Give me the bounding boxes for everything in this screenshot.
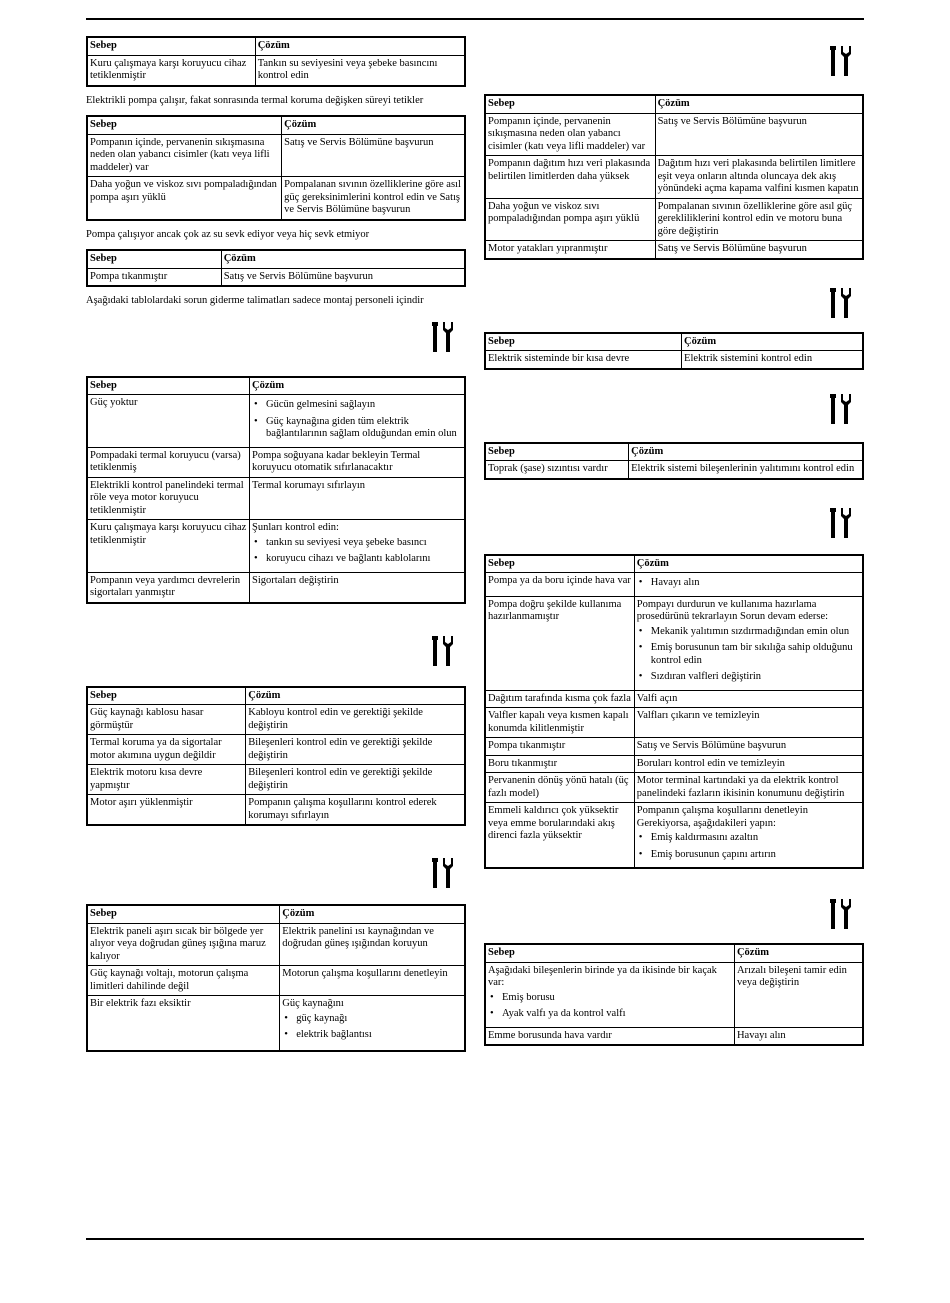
table-row — [87, 966, 465, 996]
header-solution: Çözüm — [634, 555, 863, 573]
section-text: Pompa çalışıyor ancak çok az su sevk ediyor veya hiç sevk etmiyor — [86, 228, 370, 240]
list-item: • Sızdıran valfleri değiştirin — [637, 671, 860, 684]
header-cause: Sebep — [87, 116, 282, 134]
header-solution: Çözüm — [282, 116, 465, 134]
list-item: • Gücün gelmesini sağlayın — [252, 399, 462, 412]
tools-icon — [432, 858, 454, 888]
table-row — [87, 923, 465, 966]
table-overload — [484, 94, 864, 260]
cause-cell: Motor aşırı yüklenmiştir — [87, 795, 246, 826]
cause-cell: Pervanenin dönüş yönü hatalı (üç fazlı model) — [485, 773, 634, 803]
table-low-flow — [86, 249, 466, 287]
cause-cell: Pompa doğru şekilde kullanıma hazırlanmamıştır — [485, 596, 634, 690]
table-row — [485, 461, 863, 479]
cause-cell: Güç kaynağı kablosu hasar görmüştür — [87, 705, 246, 735]
tools-icon — [830, 899, 852, 929]
solution-text: Şunları kontrol edin: — [252, 522, 339, 533]
cause-cell: Valfler kapalı veya kısmen kapalı konumda kilitlenmiştir — [485, 708, 634, 738]
header-cause: Sebep — [87, 377, 250, 395]
table-motor — [86, 686, 466, 827]
list-item: • Havayı alın — [637, 577, 860, 590]
solution-cell: Satış ve Servis Bölümüne başvurun — [221, 268, 465, 286]
solution-cell — [634, 573, 863, 597]
top-rule — [86, 18, 864, 20]
table-row — [485, 596, 863, 690]
icon-row — [86, 612, 466, 672]
tools-icon — [830, 394, 852, 424]
solution-cell: Sigortaları değiştirin — [250, 572, 465, 603]
solution-cell: Termal korumayı sıfırlayın — [250, 477, 465, 520]
table-row — [485, 803, 863, 869]
table-row — [485, 962, 863, 1027]
table-row — [485, 1027, 863, 1045]
cause-cell: Güç yoktur — [87, 395, 250, 448]
header-cause: Sebep — [87, 37, 255, 55]
cause-cell: Daha yoğun ve viskoz sıvı pompaladığından pompa aşırı yüklü — [485, 198, 655, 241]
solution-cell: Boruları kontrol edin ve temizleyin — [634, 755, 863, 773]
cause-cell: Boru tıkanmıştır — [485, 755, 634, 773]
cause-cell: Bir elektrik fazı eksiktir — [87, 996, 280, 1052]
cause-cell: Daha yoğun ve viskoz sıvı pompaladığından pompa aşırı yüklü — [87, 177, 282, 220]
solution-cell: Elektrik sistemi bileşenlerinin yalıtımını kontrol edin — [629, 461, 863, 479]
solution-cell: Satış ve Servis Bölümüne başvurun — [655, 241, 863, 259]
solution-cell: Pompanın çalışma koşullarını kontrol ederek korumayı sıfırlayın — [246, 795, 465, 826]
table-row — [485, 156, 863, 199]
solution-cell: Motor terminal kartındaki ya da elektrik kontrol panelindeki fazların ikisinin konumunu değiştirin — [634, 773, 863, 803]
tools-icon — [830, 46, 852, 76]
table-row — [87, 705, 465, 735]
cause-cell: Motor yatakları yıpranmıştır — [485, 241, 655, 259]
table-row — [485, 241, 863, 259]
solution-text: Pompanın çalışma koşullarını denetleyin Gerekiyorsa, aşağıdakileri yapın: — [636, 805, 808, 829]
table-row — [485, 738, 863, 756]
cause-cell: Elektrik sisteminde bir kısa devre — [485, 351, 682, 369]
list-item: • Mekanik yalıtımın sızdırmadığından emin olun — [637, 626, 860, 639]
solution-cell: Elektrik panelini ısı kaynağından ve doğrudan güneş ışığından koruyun — [280, 923, 465, 966]
header-cause: Sebep — [485, 95, 655, 113]
cause-cell: Emmeli kaldırıcı çok yüksektir veya emme borularındaki akış direnci fazla yüksektir — [485, 803, 634, 869]
tools-icon — [432, 636, 454, 666]
cause-cell: Pompa tıkanmıştır — [485, 738, 634, 756]
solution-cell: Bileşenleri kontrol edin ve gerektiği şekilde değiştirin — [246, 735, 465, 765]
tools-icon — [830, 508, 852, 538]
solution-cell: Valfi açın — [634, 690, 863, 708]
solution-cell: Dağıtım hızı veri plakasında belirtilen limitlere eşit veya onların altında oluncaya dek akış yönündeki açma kapama valfini kısmen kapatın — [655, 156, 863, 199]
list-item: • tankın su seviyesi veya şebeke basıncı — [252, 537, 462, 550]
cause-cell: Pompa ya da boru içinde hava var — [485, 573, 634, 597]
table-row — [485, 351, 863, 369]
table-ground-leak — [484, 442, 864, 480]
cause-cell: Toprak (şase) sızıntısı vardır — [485, 461, 629, 479]
solution-cell: Havayı alın — [734, 1027, 863, 1045]
cause-cell — [485, 962, 734, 1027]
list-item: • Ayak valfı ya da kontrol valfı — [488, 1008, 732, 1021]
table-row — [87, 177, 465, 220]
solution-cell: Satış ve Servis Bölümüne başvurun — [282, 134, 465, 177]
icon-row — [484, 877, 864, 943]
cause-cell: Pompadaki termal koruyucu (varsa) tetiklenmiş — [87, 447, 250, 477]
solution-cell: Pompalanan sıvının özelliklerine göre asıl güç gereksinimlerini kontrol edin ve Satış ve Servis Bölümüne başvurun — [282, 177, 465, 220]
cause-cell: Elektrik paneli aşırı sıcak bir bölgede yer alıyor veya doğrudan güneş ışığına maruz kalıyor — [87, 923, 280, 966]
header-solution: Çözüm — [221, 250, 465, 268]
left-column — [86, 36, 466, 1060]
icon-row — [484, 268, 864, 332]
cause-cell: Güç kaynağı voltajı, motorun çalışma limitleri dahilinde değil — [87, 966, 280, 996]
cause-cell: Pompa tıkanmıştır — [87, 268, 221, 286]
list-item: • Emiş borusunun tam bir sıkılığa sahip olduğunu kontrol edin — [637, 642, 860, 667]
tools-icon — [432, 322, 454, 352]
table-row — [485, 113, 863, 156]
list-item: • Emiş borusunun çapını artırın — [637, 849, 860, 862]
list-item: • Güç kaynağına giden tüm elektrik bağlantılarının sağlam olduğundan emin olun — [252, 416, 462, 441]
cause-cell: Pompanın içinde, pervanenin sıkışmasına neden olan yabancı cisimler (katı veya lifli maddeler) var — [485, 113, 655, 156]
table-row — [87, 520, 465, 573]
solution-cell — [634, 803, 863, 869]
solution-cell: Bileşenleri kontrol edin ve gerektiği şekilde değiştirin — [246, 765, 465, 795]
header-solution: Çözüm — [655, 95, 863, 113]
table-row — [485, 198, 863, 241]
table-row — [87, 765, 465, 795]
cause-cell: Pompanın içinde, pervanenin sıkışmasına neden olan yabancı cisimler (katı veya lifli maddeler) var — [87, 134, 282, 177]
header-cause: Sebep — [485, 944, 734, 962]
table-panel — [86, 904, 466, 1052]
header-solution: Çözüm — [255, 37, 465, 55]
header-cause: Sebep — [485, 333, 682, 351]
solution-cell: Arızalı bileşeni tamir edin veya değiştirin — [734, 962, 863, 1027]
header-cause: Sebep — [485, 555, 634, 573]
solution-cell: Pompa soğuyana kadar bekleyin Termal koruyucu otomatik sıfırlanacaktır — [250, 447, 465, 477]
table-row — [87, 477, 465, 520]
table-short-circuit — [484, 332, 864, 370]
header-solution: Çözüm — [682, 333, 863, 351]
cause-text: Aşağıdaki bileşenlerin birinde ya da ikisinde bir kaçak var: — [488, 964, 717, 988]
table-row — [87, 572, 465, 603]
icon-row — [86, 316, 466, 360]
cause-cell: Elektrik motoru kısa devre yapmıştır — [87, 765, 246, 795]
solution-cell — [250, 520, 465, 573]
header-solution: Çözüm — [246, 687, 465, 705]
list-item: • Emiş kaldırmasını azaltın — [637, 832, 860, 845]
icon-row — [86, 834, 466, 894]
header-cause: Sebep — [87, 905, 280, 923]
cause-cell: Kuru çalışmaya karşı koruyucu cihaz tetiklenmiştir — [87, 520, 250, 573]
cause-cell: Dağıtım tarafında kısma çok fazla — [485, 690, 634, 708]
table-row — [87, 55, 465, 86]
table-thermal — [86, 115, 466, 221]
table-row — [87, 134, 465, 177]
cause-cell: Emme borusunda hava vardır — [485, 1027, 734, 1045]
section-text: Elektrikli pompa çalışır, fakat sonrasında termal koruma değişken süreyi tetikler — [86, 94, 424, 106]
solution-cell — [250, 395, 465, 448]
solution-cell — [634, 596, 863, 690]
list-item: • elektrik bağlantısı — [282, 1029, 462, 1042]
tools-icon — [830, 288, 852, 318]
table-row — [87, 795, 465, 826]
table-row — [87, 996, 465, 1052]
table-dry-run — [86, 36, 466, 87]
section-text: Aşağıdaki tablolardaki sorun giderme talimatları sadece montaj personeli içindir — [86, 295, 424, 306]
cause-cell: Termal koruma ya da sigortalar motor akımına uygun değildir — [87, 735, 246, 765]
cause-cell: Kuru çalışmaya karşı koruyucu cihaz tetiklenmiştir — [87, 55, 255, 86]
table-row — [485, 708, 863, 738]
header-solution: Çözüm — [734, 944, 863, 962]
table-row — [87, 395, 465, 448]
header-solution: Çözüm — [629, 443, 863, 461]
table-row — [485, 773, 863, 803]
cause-cell: Pompanın dağıtım hızı veri plakasında belirtilen limitlerden daha yüksek — [485, 156, 655, 199]
right-column — [484, 36, 864, 1054]
bottom-rule — [86, 1238, 864, 1240]
solution-cell: Pompalanan sıvının özelliklerine göre asıl güç gerekliliklerini kontrol edin ve motoru buna göre değiştirin — [655, 198, 863, 241]
table-row — [87, 735, 465, 765]
table-row — [485, 573, 863, 597]
header-solution: Çözüm — [280, 905, 465, 923]
list-item: • güç kaynağı — [282, 1013, 462, 1026]
icon-row — [484, 488, 864, 554]
icon-row — [484, 36, 864, 94]
icon-row — [484, 378, 864, 442]
table-row — [87, 268, 465, 286]
table-row — [485, 690, 863, 708]
solution-cell: Satış ve Servis Bölümüne başvurun — [634, 738, 863, 756]
solution-cell: Kabloyu kontrol edin ve gerektiği şekilde değiştirin — [246, 705, 465, 735]
table-row — [87, 447, 465, 477]
list-item: • koruyucu cihazı ve bağlantı kablolarını — [252, 553, 462, 566]
list-item: • Emiş borusu — [488, 992, 732, 1005]
solution-text: Pompayı durdurun ve kullanıma hazırlama prosedürünü tekrarlayın Sorun devam ederse: — [636, 598, 829, 622]
cause-cell: Pompanın veya yardımcı devrelerin sigortaları yanmıştır — [87, 572, 250, 603]
header-cause: Sebep — [485, 443, 629, 461]
solution-cell — [280, 996, 465, 1052]
header-solution: Çözüm — [250, 377, 465, 395]
solution-cell: Tankın su seviyesini veya şebeke basıncını kontrol edin — [255, 55, 465, 86]
solution-text: Güç kaynağını — [282, 998, 344, 1009]
header-cause: Sebep — [87, 687, 246, 705]
table-air — [484, 554, 864, 870]
cause-cell: Elektrikli kontrol panelindeki termal röle veya motor koruyucu tetiklenmiştir — [87, 477, 250, 520]
table-leak — [484, 943, 864, 1046]
solution-cell: Satış ve Servis Bölümüne başvurun — [655, 113, 863, 156]
solution-cell: Elektrik sistemini kontrol edin — [682, 351, 863, 369]
solution-cell: Valfları çıkarın ve temizleyin — [634, 708, 863, 738]
table-no-power — [86, 376, 466, 604]
table-row — [485, 755, 863, 773]
header-cause: Sebep — [87, 250, 221, 268]
solution-cell: Motorun çalışma koşullarını denetleyin — [280, 966, 465, 996]
